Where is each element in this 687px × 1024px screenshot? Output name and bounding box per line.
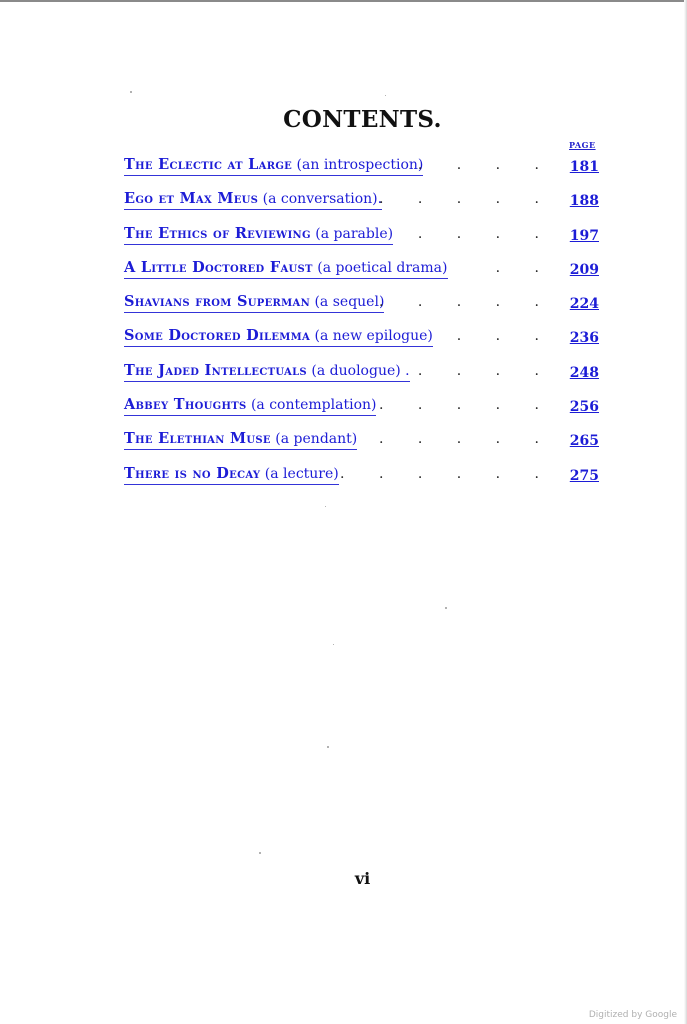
scan-speck: [327, 746, 329, 748]
dot-leader: . . . . .: [378, 191, 554, 207]
toc-entry-title: Abbey Thoughts: [124, 396, 247, 413]
toc-entry[interactable]: [124, 190, 600, 212]
toc-entry[interactable]: [124, 293, 600, 315]
scan-speck: [259, 852, 261, 854]
toc-entry-subtitle: (a duologue) .: [311, 363, 410, 379]
toc-entry[interactable]: [124, 362, 600, 384]
toc-page-number[interactable]: 209: [569, 262, 599, 278]
scan-speck: [385, 95, 386, 96]
toc-entry-subtitle: (an introspection): [296, 157, 424, 173]
toc-entry-subtitle: (a contemplation): [250, 397, 377, 413]
toc-page-number[interactable]: 236: [569, 330, 599, 346]
page-folio: vi: [354, 869, 371, 888]
toc-entry-link[interactable]: [124, 259, 448, 279]
toc-entry[interactable]: [124, 156, 600, 178]
toc-entry-link[interactable]: [124, 225, 393, 245]
toc-entry-link[interactable]: [124, 327, 433, 347]
toc-entry[interactable]: [124, 465, 600, 487]
scan-speck: [130, 91, 132, 93]
toc-page-number[interactable]: 256: [569, 399, 599, 415]
top-border: [0, 0, 687, 2]
toc-page-number[interactable]: 197: [569, 228, 599, 244]
toc-entry-title: Ego et Max Meus: [124, 190, 259, 207]
toc-entry-title: The Elethian Muse: [124, 430, 271, 447]
toc-entry-link[interactable]: [124, 362, 410, 382]
scan-speck: [325, 506, 326, 507]
toc-entry-link[interactable]: [124, 293, 384, 313]
toc-entry[interactable]: [124, 327, 600, 349]
toc-entry[interactable]: [124, 430, 600, 452]
dot-leader: . . . . .: [378, 397, 554, 413]
toc-entry-subtitle: (a new epilogue): [314, 328, 433, 344]
toc-page-number[interactable]: 188: [569, 193, 599, 209]
dot-leader: . . . . . .: [340, 466, 554, 482]
scan-speck: [445, 607, 447, 609]
toc-entry-subtitle: (a pendant): [275, 431, 358, 447]
dot-leader: . . . . .: [378, 431, 554, 447]
dot-leader: . . . . .: [378, 294, 554, 310]
dot-leader: . .: [495, 260, 554, 276]
toc-page-number[interactable]: 224: [569, 296, 599, 312]
toc-entry-title: There is no Decay: [124, 465, 261, 482]
page-title: CONTENTS.: [283, 106, 442, 133]
toc-page-number[interactable]: 248: [569, 365, 599, 381]
toc-entry-subtitle: (a lecture): [264, 466, 339, 482]
toc-entry-subtitle: (a conversation).: [262, 191, 383, 207]
toc-entry-title: The Eclectic at Large: [124, 156, 293, 173]
toc-entry-title: Some Doctored Dilemma: [124, 327, 311, 344]
toc-entry-title: A Little Doctored Faust: [124, 259, 313, 276]
toc-entry-title: The Ethics of Reviewing: [124, 225, 311, 242]
toc-entry-subtitle: (a poetical drama): [317, 260, 448, 276]
toc-entry-title: The Jaded Intellectuals: [124, 362, 307, 379]
toc-entry-link[interactable]: [124, 396, 376, 416]
watermark: Digitized by Google: [588, 1010, 677, 1020]
toc-page-number[interactable]: 181: [569, 159, 599, 175]
toc-entry-subtitle: (a sequel): [314, 294, 385, 310]
toc-entry-title: Shavians from Superman: [124, 293, 311, 310]
dot-leader: . . . .: [417, 363, 554, 379]
toc-entry-link[interactable]: [124, 430, 357, 450]
toc-entry-link[interactable]: [124, 465, 339, 485]
toc-entry-subtitle: (a parable): [315, 226, 394, 242]
page-column-header: PAGE: [569, 140, 596, 150]
dot-leader: . . .: [456, 328, 554, 344]
toc-entry[interactable]: [124, 259, 600, 281]
toc-entry-link[interactable]: [124, 190, 382, 210]
toc-entry[interactable]: [124, 396, 600, 418]
toc-page-number[interactable]: 265: [569, 433, 599, 449]
dot-leader: . . . .: [417, 226, 554, 242]
toc-entry[interactable]: [124, 225, 600, 247]
scan-speck: [333, 644, 334, 645]
dot-leader: . . . .: [417, 157, 554, 173]
toc-entry-link[interactable]: [124, 156, 423, 176]
toc-page-number[interactable]: 275: [569, 468, 599, 484]
